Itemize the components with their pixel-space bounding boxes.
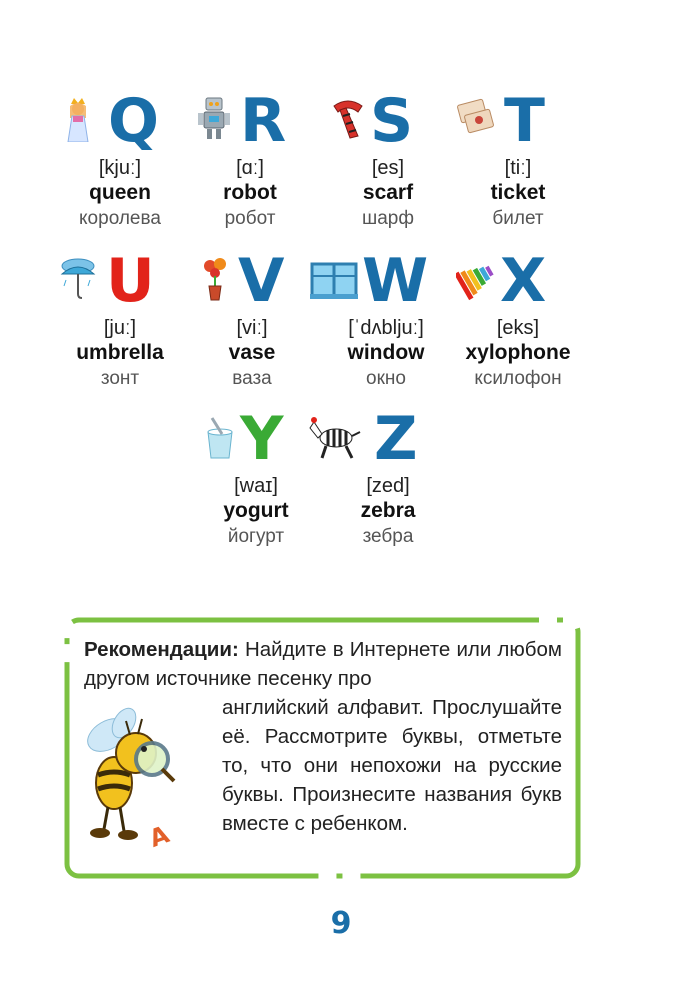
english-word: vase [228, 341, 276, 364]
russian-translation: ваза [232, 368, 272, 389]
letter-card-w [316, 246, 456, 392]
russian-translation: окно [366, 368, 406, 389]
letter-glyph: X [500, 246, 547, 316]
english-word: xylophone [465, 341, 571, 364]
english-word: window [347, 341, 425, 364]
russian-translation: робот [224, 208, 276, 229]
letter-glyph: R [240, 86, 287, 156]
letter-card-x [448, 246, 588, 392]
transcription: [ˈdʌbljuː] [348, 317, 424, 339]
transcription: [juː] [103, 317, 137, 339]
robot-icon [194, 96, 234, 142]
xylophone-icon [456, 256, 496, 302]
page-number: 9 [330, 906, 352, 941]
english-word: scarf [362, 181, 414, 204]
letter-card-t [448, 86, 588, 232]
russian-translation: шарф [361, 208, 414, 229]
russian-translation: зонт [100, 368, 140, 389]
letter-glyph: T [504, 86, 545, 156]
scarf-icon [328, 96, 368, 142]
transcription: [kjuː] [98, 157, 142, 179]
english-word: umbrella [76, 341, 164, 364]
russian-translation: зебра [362, 526, 414, 547]
russian-translation: йогурт [227, 526, 285, 547]
window-icon [310, 256, 358, 302]
letter-card-v [182, 246, 322, 392]
zebra-icon [306, 414, 362, 460]
transcription: [tiː] [504, 157, 532, 179]
letter-card-s [318, 86, 458, 232]
letter-glyph: Q [108, 86, 160, 156]
letter-card-z [318, 404, 458, 550]
transcription: [zed] [366, 475, 410, 497]
letter-card-r [180, 86, 320, 232]
transcription: [waɪ] [234, 475, 278, 497]
yogurt-icon [200, 414, 240, 460]
letter-card-u [50, 246, 190, 392]
letter-glyph: Y [240, 404, 284, 474]
letter-glyph: V [238, 246, 285, 316]
bee-with-magnifier-icon [78, 705, 208, 855]
bee-letter: А [145, 820, 173, 853]
recommendation-title: Рекомендации: [84, 638, 239, 661]
letter-glyph: U [106, 246, 155, 316]
english-word: robot [223, 181, 277, 204]
letter-card-y [186, 404, 326, 550]
transcription: [viː] [236, 317, 268, 339]
ticket-icon [456, 96, 496, 142]
russian-translation: королева [79, 208, 161, 229]
transcription: [ɑː] [236, 157, 264, 179]
english-word: yogurt [223, 499, 289, 522]
letter-glyph: W [362, 246, 429, 316]
recommendation-line: Найдите в Интернете или любом другом источнике песенку про [84, 638, 562, 690]
vase-icon [196, 256, 236, 302]
umbrella-icon [58, 256, 98, 302]
transcription: [eks] [496, 317, 540, 339]
recommendation-first-lines [84, 635, 562, 693]
transcription: [es] [371, 157, 405, 179]
english-word: ticket [490, 181, 546, 204]
letter-glyph: S [370, 86, 414, 156]
russian-translation: ксилофон [474, 368, 562, 389]
english-word: zebra [360, 499, 416, 522]
recommendation-body: английский алфавит. Прослушайте её. Рассмотрите буквы, отметьте то, что они непохожи на русские буквы. Произнесите названия букв вместе с ребенком. [222, 696, 562, 835]
queen-icon [58, 96, 98, 142]
russian-translation: билет [492, 208, 544, 229]
letter-glyph: Z [374, 404, 418, 474]
recommendation-box [64, 617, 581, 879]
letter-card-q [50, 86, 190, 232]
english-word: queen [89, 181, 151, 204]
